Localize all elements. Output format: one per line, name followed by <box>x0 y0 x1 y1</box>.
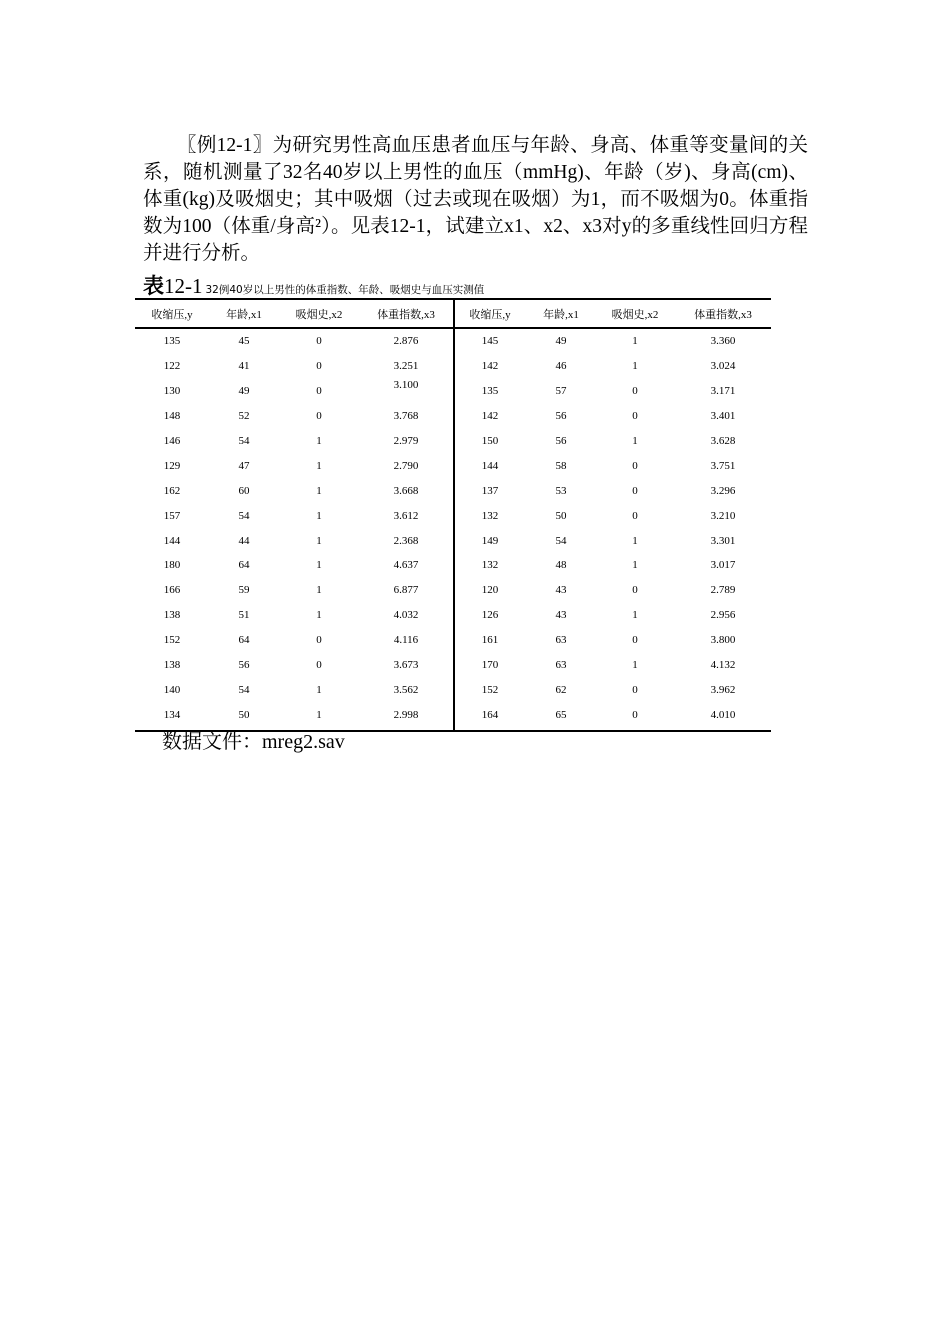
table-cell <box>359 603 453 628</box>
caption-text: 32例40岁以上男性的体重指数、年龄、吸烟史与血压实测值 <box>205 284 485 296</box>
table-cell <box>527 553 595 578</box>
cell-value: 148 <box>163 410 181 423</box>
table-cell <box>209 677 279 702</box>
table-cell <box>595 478 675 503</box>
table-cell <box>209 628 279 653</box>
table-cell <box>135 429 209 454</box>
table-cell <box>359 453 453 478</box>
header-cell: 收缩压,y <box>469 308 511 321</box>
table-cell <box>527 478 595 503</box>
table-cell <box>453 553 527 578</box>
cell-value: 3.768 <box>393 410 419 423</box>
table-cell <box>279 404 359 429</box>
table-cell <box>359 429 453 454</box>
cell-value: 2.956 <box>710 609 736 622</box>
table-cell <box>359 379 453 404</box>
table-cell <box>135 702 209 727</box>
table-cell <box>135 478 209 503</box>
table-cell <box>527 653 595 678</box>
cell-value: 2.876 <box>393 335 419 348</box>
example-paragraph: 〖例12-1〗为研究男性高血压患者血压与年龄、身高、体重等变量间的关系，随机测量了32名40岁以上男性的血压（mmHg)、年龄（岁)、身高(cm)、体重(kg)及吸烟史；其中吸烟（过去或现在吸烟）为1，而不吸烟为0。体重指数为100（体重/身高²）。见表12-1，试建立x1、x2、x3对y的多重线性回归方程并进行分析。 <box>143 135 808 264</box>
cell-value: 135 <box>163 335 181 348</box>
table-cell <box>453 404 527 429</box>
header-cell: 吸烟史,x2 <box>611 308 659 321</box>
table-cell <box>279 503 359 528</box>
table-cell <box>279 603 359 628</box>
cell-value: 142 <box>481 360 499 373</box>
cell-value: 3.210 <box>710 509 736 522</box>
table-cell <box>209 702 279 727</box>
table-cell <box>359 327 453 354</box>
cell-value: 1 <box>632 435 638 447</box>
table-cell <box>209 453 279 478</box>
table-cell <box>527 578 595 603</box>
caption-label: 表 <box>143 274 164 298</box>
cell-value: 138 <box>163 659 181 672</box>
cell-value: 58 <box>555 459 567 472</box>
cell-value: 3.100 <box>393 379 419 392</box>
table-cell <box>359 578 453 603</box>
table-cell <box>135 653 209 678</box>
cell-value: 162 <box>163 484 181 497</box>
table-cell <box>359 653 453 678</box>
cell-value: 3.017 <box>710 559 736 572</box>
table-cell <box>279 327 359 354</box>
table-cell <box>209 429 279 454</box>
table-cell <box>527 404 595 429</box>
cell-value: 3.024 <box>710 360 736 373</box>
table-cell <box>527 677 595 702</box>
table-cell <box>527 429 595 454</box>
header-cell: 年龄,x1 <box>543 308 579 321</box>
cell-value: 49 <box>555 335 567 348</box>
table-cell <box>675 653 771 678</box>
table-cell <box>359 354 453 379</box>
table-cell <box>359 702 453 727</box>
table-cell <box>453 628 527 653</box>
table-cell <box>279 677 359 702</box>
cell-value: 135 <box>481 385 499 398</box>
cell-value: 157 <box>163 509 181 522</box>
cell-value: 56 <box>555 410 567 423</box>
table-cell <box>453 478 527 503</box>
data-file-note: 数据文件：mreg2.sav <box>162 731 345 753</box>
cell-value: 51 <box>238 609 250 622</box>
cell-value: 134 <box>163 708 181 721</box>
table-cell <box>527 702 595 727</box>
cell-value: 4.010 <box>710 708 736 721</box>
table-cell <box>595 429 675 454</box>
cell-value: 53 <box>555 484 567 497</box>
cell-value: 1 <box>316 435 322 447</box>
table-cell <box>675 603 771 628</box>
cell-value: 46 <box>555 360 567 373</box>
cell-value: 1 <box>632 559 638 572</box>
table-cell <box>279 379 359 404</box>
cell-value: 152 <box>163 634 181 647</box>
cell-value: 2.368 <box>393 534 419 547</box>
table-cell <box>675 453 771 478</box>
table-cell <box>675 404 771 429</box>
cell-value: 1 <box>316 609 322 622</box>
cell-value: 57 <box>555 385 567 398</box>
table-cell <box>453 603 527 628</box>
cell-value: 63 <box>555 634 567 647</box>
table-cell <box>527 603 595 628</box>
cell-value: 63 <box>555 659 567 672</box>
cell-value: 170 <box>481 659 499 672</box>
table-cell <box>595 327 675 354</box>
cell-value: 56 <box>238 659 250 672</box>
table-cell <box>595 453 675 478</box>
cell-value: 1 <box>316 708 322 721</box>
table-cell <box>279 354 359 379</box>
table-cell <box>135 578 209 603</box>
header-cell: 体重指数,x3 <box>377 308 435 321</box>
column-divider <box>453 300 455 730</box>
cell-value: 1 <box>316 559 322 572</box>
table-cell <box>135 453 209 478</box>
cell-value: 4.132 <box>710 659 736 672</box>
table-cell <box>595 379 675 404</box>
cell-value: 49 <box>238 385 250 398</box>
table-cell <box>527 453 595 478</box>
cell-value: 4.032 <box>393 609 419 622</box>
cell-value: 64 <box>238 559 250 572</box>
table-cell <box>453 528 527 553</box>
table-cell <box>453 503 527 528</box>
table-cell <box>453 677 527 702</box>
table-cell <box>209 379 279 404</box>
cell-value: 2.998 <box>393 708 419 721</box>
table-cell <box>453 327 527 354</box>
cell-value: 1 <box>316 459 322 472</box>
cell-value: 59 <box>238 584 250 597</box>
cell-value: 62 <box>555 683 567 696</box>
cell-value: 3.171 <box>710 385 736 398</box>
cell-value: 1 <box>316 484 322 497</box>
cell-value: 140 <box>163 683 181 696</box>
cell-value: 0 <box>632 708 638 721</box>
table-cell <box>595 578 675 603</box>
table-cell <box>453 653 527 678</box>
table-cell <box>453 453 527 478</box>
cell-value: 1 <box>632 609 638 622</box>
cell-value: 3.251 <box>393 360 419 373</box>
header-cell: 吸烟史,x2 <box>295 308 343 321</box>
table-cell <box>675 677 771 702</box>
cell-value: 0 <box>316 360 322 373</box>
table-cell <box>675 702 771 727</box>
table-cell <box>209 327 279 354</box>
cell-value: 129 <box>163 459 181 472</box>
cell-value: 0 <box>632 584 638 597</box>
cell-value: 47 <box>238 459 250 472</box>
cell-value: 180 <box>163 559 181 572</box>
cell-value: 142 <box>481 410 499 423</box>
cell-value: 1 <box>632 659 638 672</box>
cell-value: 122 <box>163 360 181 373</box>
table-cell <box>675 478 771 503</box>
cell-value: 3.800 <box>710 634 736 647</box>
cell-value: 1 <box>632 360 638 373</box>
table-cell <box>135 327 209 354</box>
table-cell <box>279 528 359 553</box>
data-table-frame <box>135 298 771 732</box>
header-cell: 体重指数,x3 <box>694 308 752 321</box>
cell-value: 137 <box>481 484 499 497</box>
table-cell <box>279 578 359 603</box>
cell-value: 144 <box>163 534 181 547</box>
cell-value: 3.751 <box>710 459 736 472</box>
table-cell <box>359 553 453 578</box>
table-cell <box>595 503 675 528</box>
table-cell <box>527 528 595 553</box>
caption-number: 12-1 <box>164 274 203 298</box>
cell-value: 44 <box>238 534 250 547</box>
cell-value: 50 <box>555 509 567 522</box>
cell-value: 120 <box>481 584 499 597</box>
cell-value: 54 <box>555 534 567 547</box>
table-cell <box>527 379 595 404</box>
table-cell <box>135 404 209 429</box>
cell-value: 144 <box>481 459 499 472</box>
cell-value: 152 <box>481 683 499 696</box>
table-cell <box>595 653 675 678</box>
table-cell <box>135 677 209 702</box>
cell-value: 4.116 <box>393 634 419 647</box>
cell-value: 0 <box>632 484 638 497</box>
table-cell <box>595 528 675 553</box>
cell-value: 0 <box>316 634 322 647</box>
table-cell <box>675 379 771 404</box>
table-cell <box>675 628 771 653</box>
table-cell <box>209 404 279 429</box>
cell-value: 0 <box>316 335 322 348</box>
cell-value: 56 <box>555 435 567 447</box>
cell-value: 1 <box>632 335 638 348</box>
table-cell <box>279 478 359 503</box>
cell-value: 54 <box>238 435 250 447</box>
cell-value: 3.401 <box>710 410 736 423</box>
cell-value: 166 <box>163 584 181 597</box>
cell-value: 150 <box>481 435 499 447</box>
table-cell <box>527 503 595 528</box>
table-cell <box>595 354 675 379</box>
cell-value: 43 <box>555 609 567 622</box>
table-cell <box>209 354 279 379</box>
cell-value: 1 <box>316 534 322 547</box>
table-cell <box>595 677 675 702</box>
header-cell: 年龄,x1 <box>226 308 262 321</box>
cell-value: 43 <box>555 584 567 597</box>
cell-value: 1 <box>316 683 322 696</box>
cell-value: 1 <box>632 534 638 547</box>
cell-value: 145 <box>481 335 499 348</box>
header-cell: 收缩压,y <box>151 308 193 321</box>
table-cell <box>595 603 675 628</box>
cell-value: 0 <box>316 385 322 398</box>
table-cell <box>453 702 527 727</box>
cell-value: 2.789 <box>710 584 736 597</box>
table-cell <box>453 578 527 603</box>
table-cell <box>359 478 453 503</box>
table-cell <box>675 528 771 553</box>
table-cell <box>595 404 675 429</box>
cell-value: 149 <box>481 534 499 547</box>
table-cell <box>675 553 771 578</box>
cell-value: 41 <box>238 360 250 373</box>
cell-value: 60 <box>238 484 250 497</box>
cell-value: 130 <box>163 385 181 398</box>
table-cell <box>675 327 771 354</box>
cell-value: 126 <box>481 609 499 622</box>
cell-value: 0 <box>632 410 638 423</box>
table-cell <box>527 327 595 354</box>
table-cell <box>209 603 279 628</box>
table-cell <box>209 653 279 678</box>
table-cell <box>279 553 359 578</box>
cell-value: 3.668 <box>393 484 419 497</box>
table-cell <box>135 379 209 404</box>
cell-value: 3.360 <box>710 335 736 348</box>
table-cell <box>209 503 279 528</box>
cell-value: 54 <box>238 509 250 522</box>
table-cell <box>359 628 453 653</box>
table-cell <box>279 653 359 678</box>
table-cell <box>209 578 279 603</box>
cell-value: 3.673 <box>393 659 419 672</box>
cell-value: 52 <box>238 410 250 423</box>
table-cell <box>595 628 675 653</box>
cell-value: 138 <box>163 609 181 622</box>
table-cell <box>359 677 453 702</box>
cell-value: 3.612 <box>393 509 419 522</box>
cell-value: 0 <box>632 509 638 522</box>
cell-value: 54 <box>238 683 250 696</box>
table-cell <box>135 603 209 628</box>
cell-value: 2.979 <box>393 435 419 447</box>
table-cell <box>359 503 453 528</box>
table-cell <box>135 503 209 528</box>
cell-value: 0 <box>316 410 322 423</box>
cell-value: 3.962 <box>710 683 736 696</box>
cell-value: 3.296 <box>710 484 736 497</box>
table-cell <box>675 429 771 454</box>
cell-value: 0 <box>632 683 638 696</box>
cell-value: 45 <box>238 335 250 348</box>
cell-value: 3.628 <box>710 435 736 447</box>
table-cell <box>595 702 675 727</box>
table-cell <box>279 628 359 653</box>
table-cell <box>135 528 209 553</box>
cell-value: 0 <box>632 459 638 472</box>
table-cell <box>279 429 359 454</box>
cell-value: 0 <box>316 659 322 672</box>
cell-value: 132 <box>481 559 499 572</box>
table-cell <box>453 379 527 404</box>
table-cell <box>279 453 359 478</box>
table-cell <box>359 528 453 553</box>
cell-value: 161 <box>481 634 499 647</box>
table-cell <box>209 528 279 553</box>
table-cell <box>453 354 527 379</box>
table-cell <box>527 354 595 379</box>
table-cell <box>595 553 675 578</box>
cell-value: 0 <box>632 385 638 398</box>
table-cell <box>453 429 527 454</box>
table-cell <box>209 553 279 578</box>
cell-value: 164 <box>481 708 499 721</box>
table-cell <box>675 503 771 528</box>
table-cell <box>209 478 279 503</box>
table-cell <box>135 628 209 653</box>
table-cell <box>135 354 209 379</box>
cell-value: 65 <box>555 708 567 721</box>
cell-value: 50 <box>238 708 250 721</box>
cell-value: 64 <box>238 634 250 647</box>
cell-value: 2.790 <box>393 459 419 472</box>
cell-value: 0 <box>632 634 638 647</box>
cell-value: 1 <box>316 509 322 522</box>
table-cell <box>359 404 453 429</box>
cell-value: 3.301 <box>710 534 736 547</box>
cell-value: 1 <box>316 584 322 597</box>
cell-value: 4.637 <box>393 559 419 572</box>
table-cell <box>527 628 595 653</box>
table-cell <box>675 354 771 379</box>
cell-value: 3.562 <box>393 683 419 696</box>
cell-value: 48 <box>555 559 567 572</box>
table-caption <box>143 270 783 300</box>
table-cell <box>675 578 771 603</box>
cell-value: 6.877 <box>393 584 419 597</box>
cell-value: 146 <box>163 435 181 447</box>
table-cell <box>279 702 359 727</box>
table-cell <box>135 553 209 578</box>
cell-value: 132 <box>481 509 499 522</box>
